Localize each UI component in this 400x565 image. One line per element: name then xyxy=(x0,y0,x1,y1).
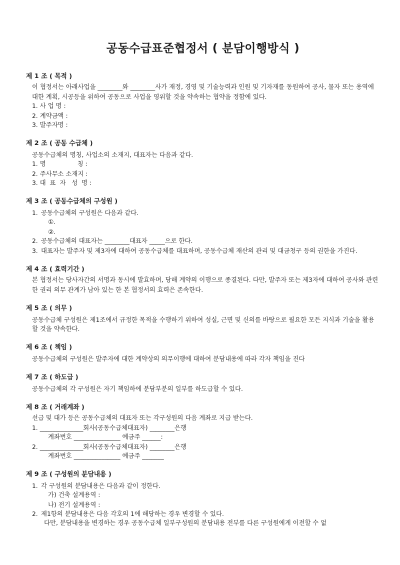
list-item: 2. 계약금액 : xyxy=(32,112,68,120)
article-heading: 제 1 조 ( 목적 ) xyxy=(26,72,73,80)
list-item xyxy=(32,519,380,528)
article-2 xyxy=(26,139,380,188)
list-item xyxy=(32,237,380,246)
list-text: ①. xyxy=(48,219,56,227)
list-item xyxy=(32,209,380,218)
article-paragraph: 공동수급체의 각 구성원은 자기 책임하에 분담부분의 일부를 하도급할 수 있다. xyxy=(32,385,243,393)
article-heading: 제 3 조 ( 공동수급체의 구성원 ) xyxy=(26,197,118,206)
list-number: 1. xyxy=(32,482,38,490)
article-heading: 제 7 조 ( 하도급 ) xyxy=(26,373,79,382)
list-text: 공동수급체의 구성원은 다음과 같다. xyxy=(41,209,139,217)
list-item xyxy=(32,247,380,256)
article-paragraph: 공동수급체의 명칭, 사업소의 소재지, 대표자는 다음과 같다. xyxy=(32,151,194,159)
document-title: 공동수급표준협정서 ( 분담이행방식 ) xyxy=(106,41,300,55)
article-9 xyxy=(26,470,380,528)
list-text: 각 구성원의 분담내용은 다음과 같이 정한다. xyxy=(41,482,161,490)
account-number-line: 계좌번호 _______________ 예금주 _______ xyxy=(48,453,164,460)
article-heading: 제 5 조 ( 의무 ) xyxy=(26,304,73,313)
account-bank-line: 2. ______________회사(공동수급체대표자) ________은행 xyxy=(32,443,187,451)
article-heading: 제 8 조 ( 거래계좌 ) xyxy=(26,402,85,411)
list-item: 3. 발주자명 : xyxy=(32,122,68,130)
list-number: 2. xyxy=(32,511,38,519)
list-item xyxy=(32,510,380,519)
article-7 xyxy=(26,373,380,394)
article-1 xyxy=(26,72,380,130)
account-number-line: 계좌번호 _______________ 예금주 ______: xyxy=(48,434,163,442)
account-bank-line: 1. ______________회사(공동수급체대표자) ________은행 xyxy=(32,424,187,432)
list-text: 다만, 분담내용을 변경하는 경우 공동수급체 일부구성원의 분담내용 전부를 다른 구성원에게 이전할 수 없 xyxy=(44,520,327,528)
article-8 xyxy=(26,403,380,461)
list-item: 1. 명 칭 : xyxy=(32,161,88,169)
list-item xyxy=(32,501,380,510)
article-5 xyxy=(26,304,380,334)
list-item: 1. 사 업 명 : xyxy=(32,103,66,111)
list-number: 3. xyxy=(32,247,38,255)
list-item xyxy=(32,218,380,227)
article-paragraph: 선급 및 대가 등은 공동수급체의 대표자 또는 각구성원의 다음 계좌로 지급 받는다. xyxy=(32,415,253,423)
list-text: 공동수급체의 대표자는 ________대표자 _____으로 한다. xyxy=(41,238,193,246)
list-item: 3. 대 표 자 성 명 : xyxy=(32,180,92,188)
list-text: 대표자는 발주자 및 제3자에 대하여 공동수급체를 대표하며, 공동수급체 재산의 관리 및 대금청구 등의 권한을 가진다. xyxy=(41,247,358,255)
article-heading: 제 2 조 ( 공동 수급체 ) xyxy=(26,139,93,148)
account-list xyxy=(26,424,380,462)
list-text: ②. xyxy=(48,228,56,236)
article-heading: 제 6 조 ( 책임 ) xyxy=(26,343,73,352)
article-3 xyxy=(26,197,380,255)
list-item xyxy=(32,491,380,500)
article-items xyxy=(26,160,380,188)
article-paragraph: 본 협정서는 당사자간의 서명과 동시에 발효하며, 당해 계약의 이행으로 종결된다. 다만, 발주자 또는 제3자에 대하여 공사와 관련한 권리 의무 관계가 남아 있는 한 본 협정서의 효력은 존속한다. xyxy=(32,277,379,294)
article-4 xyxy=(26,265,380,295)
list-item: 2. 주사무소 소재지 : xyxy=(32,170,88,178)
article-heading: 제 9 조 ( 구성원의 분담내용 ) xyxy=(26,470,112,479)
list-text: 가) 건축 설계용역 : xyxy=(48,492,101,500)
article-paragraph: 공동수급체의 구성원은 발주자에 대한 계약상의 의무이행에 대하여 분담내용에 따라 각자 책임을 진다 xyxy=(32,355,305,363)
article-paragraph: 공동수급체 구성원은 제1조에서 규정한 목적을 수행하기 위하여 성실, 근면 및 신의를 바탕으로 필요한 모든 지식과 기술을 활용할 것을 약속한다. xyxy=(32,316,375,333)
list-item xyxy=(32,228,380,237)
list-item xyxy=(32,482,380,491)
list-text: 제1항의 분담내용은 다음 각호의 1에 해당하는 경우 변경할 수 있다. xyxy=(41,511,224,519)
list-number: 1. xyxy=(32,209,38,217)
article-paragraph: 이 협정서는 아래사업을 ________와 ________사가 재정, 경영 및 기술능력과 인원 및 기자재를 동원하여 공사, 물자 또는 용역에 대한 계획, 시공등을 위하여 공동으로 사업을 영위할 것을 약속하는 협약을 정함에 있다. xyxy=(32,84,374,101)
document-body xyxy=(26,72,380,529)
list-number: 2. xyxy=(32,238,38,246)
list-text: 나) 전기 설계용역 : xyxy=(48,501,101,509)
article-list xyxy=(26,209,380,256)
article-6 xyxy=(26,343,380,364)
article-items xyxy=(26,102,380,130)
article-heading: 제 4 조 ( 효력기간 ) xyxy=(26,264,85,273)
article-list xyxy=(26,482,380,529)
